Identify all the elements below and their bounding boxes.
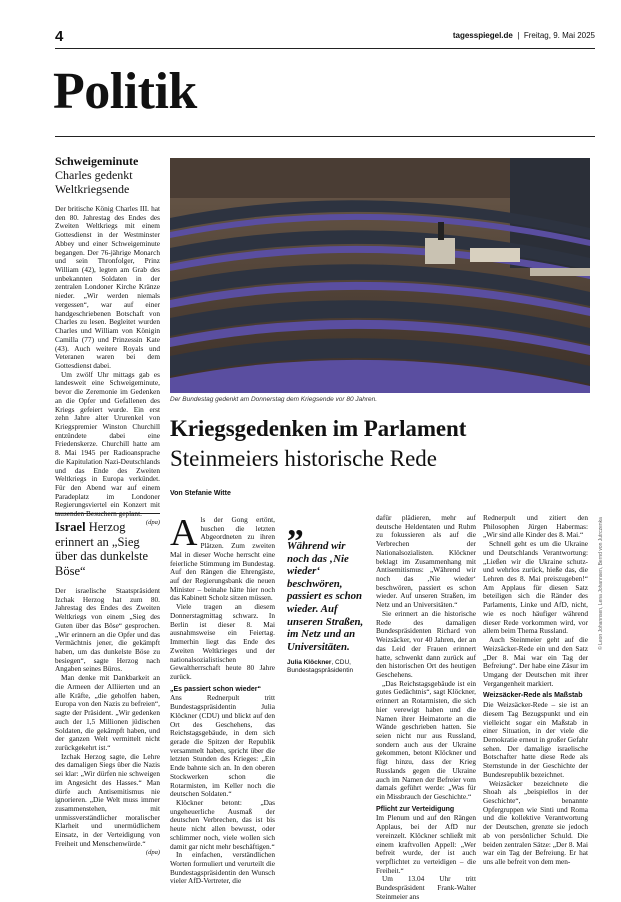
quote-mark: „ bbox=[287, 506, 304, 543]
article-paragraph: Um 13.04 Uhr tritt Bundespräsident Frank-Walter Steinmeier ans bbox=[376, 874, 476, 901]
article-paragraph: Viele tragen an diesem Donnerstagmittag schwarz. In Berlin ist dieser 8. Mai ausnahmsweise ein Feiertag. Immerhin liegt das Ende des Zweiten Weltkrieges und der nationalsozialistischen Gewaltherrschaft heute 80 Jahre zurück. bbox=[170, 602, 275, 681]
drop-cap: A bbox=[170, 512, 198, 554]
brief-paragraph: Der britische König Charles III. hat den 80. Jahrestag des Endes des Zweiten Weltkriegs mit einem Gottesdienst in der Westminster Abbey und einer Schweigeminute begangen. Der 76-jährige Monarch und sein Thronfolger, Prinz William (42), legten am Grab des unbekannten Soldaten in der zentralen Londoner Kirche Kränze nieder. „Wir werden niemals vergessen“, war auf einer handgeschriebenen Botschaft von Charles zu lesen. Begleitet wurden Charles und William von Königin Camilla (77) und Prinzessin Kate (43). Auch weitere Royals und Veteranen waren bei dem Gottesdienst dabei. bbox=[55, 204, 160, 370]
brief-charles bbox=[55, 154, 160, 528]
plenary-hall-image bbox=[170, 158, 590, 393]
photo-credit: © Leon Johannsen, Lena Johannsen, Bernd von Jutrczenka bbox=[598, 517, 604, 650]
quote-text: Während wir noch das ‚Nie wieder‘ beschwören, passiert es schon wieder. Auf unseren Straßen, im Netz und an Universitäten. bbox=[287, 540, 364, 653]
bundestag-photo bbox=[170, 158, 590, 393]
article-subheading: Pflicht zur Verteidigung bbox=[376, 805, 455, 813]
brief-divider bbox=[55, 513, 160, 514]
article-subheading: Weizsäcker-Rede als Maßstab bbox=[483, 692, 583, 700]
pull-quote bbox=[287, 506, 369, 675]
brief-paragraph: Man denke mit Dankbarkeit an die Armeen der Alliierten und an alle Kräfte, „die geholfen haben, Europa von den Nazis zu befreien“, sagte der Präsident. „Wir gedenken auch der 1,5 Millionen jüdischen Soldaten, die gekämpft haben, und der ganzen Welt vermittelt nicht zurückgekehrt ist.“ bbox=[55, 673, 160, 752]
section-title: Politik bbox=[53, 63, 197, 120]
site-name[interactable]: tagesspiegel.de bbox=[452, 31, 513, 40]
brief-herzog bbox=[55, 520, 160, 857]
article-paragraph: Die Weizsäcker-Rede – sie ist an diesem Tag Bezugspunkt und ein vielleicht sogar ein Maßstab in einer Situation, in der viele die Demokratie erneut in großer Gefahr sehen. Der damalige israelische Botschafter hatte diese Rede als Sternstunde in der Geschichte der Bundesrepublik bezeichnet. bbox=[483, 700, 588, 779]
brief-kicker: Schweigeminute bbox=[55, 154, 139, 168]
article-subheading: „Es passiert schon wieder“ bbox=[170, 685, 262, 693]
brief-credit: (dpa) bbox=[145, 848, 160, 856]
article-paragraph: Schnell geht es um die Ukraine und Deutschlands Verantwortung: „Ließen wir die Ukraine schutz- und wehrlos zurück, hieße das, die Lehren des 8. Mai preiszugeben!“ Am Applaus für diesen Satz beteiligen sich die Ränder des Parlaments, Linke und AfD, nicht, wie es noch häufiger während dieser Rede vorkommen wird, vor allem beim Thema Russland. bbox=[483, 539, 588, 636]
brief-paragraph: Um zwölf Uhr mittags gab es landesweit eine Schweigeminute, bevor die Zeremonie im Gedenken an die Opfer und Gefallenen des Kriegs gefeiert wurde. Ein erst zehn Jahre alter Ururenkel von Kriegspremier Winston Churchill entzündete dabei eine Friedenskerze. Churchill hatte am 8. Mai 1945 per Radioansprache die Kapitulation Nazi-Deutschlands und das Ende des Zweiten Weltkriegs in Europa verkündet. Für den Abend war auf einem Paradeplatz im Londoner Regierungsviertel ein Konzert mit (dpa) bbox=[55, 369, 160, 526]
brief-body bbox=[55, 587, 160, 857]
article-column-3 bbox=[376, 514, 476, 902]
article-subheadline: Steinmeiers historische Rede bbox=[170, 446, 437, 471]
brief-paragraph: Der israelische Staatspräsident Izchak Herzog hat zum 80. Jahrestag des Endes des Zweiten Weltkriegs von einem „Sieg des Guten über das Böse“ gesprochen. „Wir erinnern an die Opfer und das Vermächtnis jener, die gekämpft haben, um das dunkelste Böse zu besiegen“, sagte Herzog nach Angaben seines Büros. bbox=[55, 586, 160, 674]
article-headline: Kriegsgedenken im Parlament bbox=[170, 416, 467, 441]
article-paragraph: Im Plenum und auf den Rängen Applaus, bei der AfD nur vereinzelt. Klöckner schließt mit einem kraftvollen Appell: „Wer befreit wurde, der ist auch verpflichtet zu verteidigen – die Freiheit.“ bbox=[376, 813, 476, 875]
brief-credit: (dpa) bbox=[145, 518, 160, 526]
photo-caption: Der Bundestag gedenkt am Donnerstag dem Kriegsende vor 80 Jahren. bbox=[170, 396, 378, 403]
header-divider bbox=[55, 48, 595, 49]
brief-kicker: Israel bbox=[55, 520, 86, 534]
article-paragraph: dafür plädieren, mehr auf deutsche Heldentaten und Ruhm zu fokussieren als auf die Verbrechen der Nationalsozialisten. Klöckner beklagt im Zusammenhang mit Antisemitismus: „Während wir noch das ‚Nie wieder‘ beschwören, passiert es schon wieder. Auf unseren Straßen, im Netz und an Universitäten.“ bbox=[376, 513, 476, 610]
article-lead: Als der Gong ertönt, huschen die letzten Abgeordneten zu ihren Plätzen. Zum zweiten Mal in dieser Woche herrscht eine feierliche Stimmung im Bundestag. Auf den Rängen die Ehrengäste, auf der Regierungsbank die neuen Minister – beinahe hätte hier noch das Kabinett Scholz sitzen müssen. bbox=[170, 512, 275, 603]
brief-body bbox=[55, 205, 160, 528]
brief-headline: Israel Herzog erinnert an „Sieg über das dunkelste Böse“ bbox=[55, 520, 149, 578]
article-column-1 bbox=[170, 512, 275, 886]
quote-author: Julia Klöckner, CDU, Bundestagspräsidentin bbox=[287, 659, 354, 675]
article-paragraph: „Das Reichstagsgebäude ist ein gutes Gedächtnis“, sagt Klöckner, erinnert an Rotarmisten, die sich hier verewigt haben und die Namen ihrer Heimatorte an die Wände geschrieben hatten. Sie seien nicht nur aus Russland, sondern auch aus der Ukraine gekommen, betont Klöckner und fügt hinzu, dass der Krieg Russlands gegen die Ukraine auch im Namen der Befreier vom damals geführt werde: „Was für ein Missbrauch der Geschichte.“ bbox=[376, 678, 476, 801]
page-number: 4 bbox=[55, 28, 64, 45]
article-paragraph: Weizsäcker bezeichnete die Shoah als „beispiellos in der Geschichte“, benannte Opfergruppen wie Sinti und Roma und die kollektive Verantwortung der Deutschen, grenzte sie jedoch ab von persönlicher Schuld. Die beiden zentralen Sätze: „Der 8. Mai war ein Tag der Befreiung. Er hat uns alle befreit von dem men- bbox=[483, 778, 588, 867]
article-paragraph: Klöckner betont: „Das ungeheuerliche Ausmaß der deutschen Verbrechen, das ist bis heute nicht allen bewusst, oder schlimmer noch, viele wollen sich damit gar nicht mehr beschäftigen.“ bbox=[170, 798, 275, 851]
page-header bbox=[55, 30, 595, 46]
brief-headline: Charles gedenkt Weltkriegsende bbox=[55, 168, 133, 196]
article-byline: Von Stefanie Witte bbox=[170, 490, 231, 497]
brief-paragraph: Izchak Herzog sagte, die Lehre des damaligen Siegs über die Nazis sei klar: „Wir dürfen nie schweigen im Angesicht des Hasses.“ Man dürfe auch Antisemitismus nie ignorieren. „Die Welt muss immer zusammenstehen, mit unmissverständlicher moralischer Klarheit und unermüdlichem Einsatz, in der Verteidigung von Freiheit und Menschenwürde.“ (dpa) bbox=[55, 751, 160, 856]
masthead: tagesspiegel.de | Freitag, 9. Mai 2025 bbox=[452, 31, 595, 40]
article-paragraph: Auch Steinmeier geht auf die Weizsäcker-Rede ein und den Satz „Der 8. Mai war ein Tag der Befreiung“. Der habe eine Zäsur im Umgang der Deutschen mit ihrer Vergangenheit markiert. bbox=[483, 635, 588, 688]
section-divider bbox=[55, 136, 595, 137]
article-paragraph: In einfachen, verständlichen Worten formuliert und verurteilt die Bundestagspräsidentin den Wunsch vieler AfD-Vertreter, die bbox=[170, 850, 275, 886]
article-paragraph: Ans Rednerpult tritt Bundestagspräsidentin Julia Klöckner (CDU) und blickt auf den Ort des Geschehens, das Reichstagsgebäude, in dem sich gerade die Spitzen der Republik versammelt haben, spricht über die letzten Stunden des Krieges: „Ein Ende bahnte sich an. In den oberen Stockwerken schon die Rotarmisten, im Keller noch die deutschen Soldaten.“ bbox=[170, 693, 275, 799]
article-paragraph: Sie erinnert an die historische Rede des damaligen Bundespräsidenten Richard von Weizsäcker, vor 40 Jahren, der an das Leid der Frauen erinnert hatte, schwenkt dann zurück auf den historischen Ort des heutigen Geschehens. bbox=[376, 608, 476, 679]
article-paragraph: Rednerpult und zitiert den Philosophen Jürgen Habermas: „Wir sind alle Kinder des 8. Mai.“ bbox=[483, 513, 588, 540]
issue-date: Freitag, 9. Mai 2025 bbox=[523, 31, 595, 40]
article-column-4 bbox=[483, 514, 588, 867]
